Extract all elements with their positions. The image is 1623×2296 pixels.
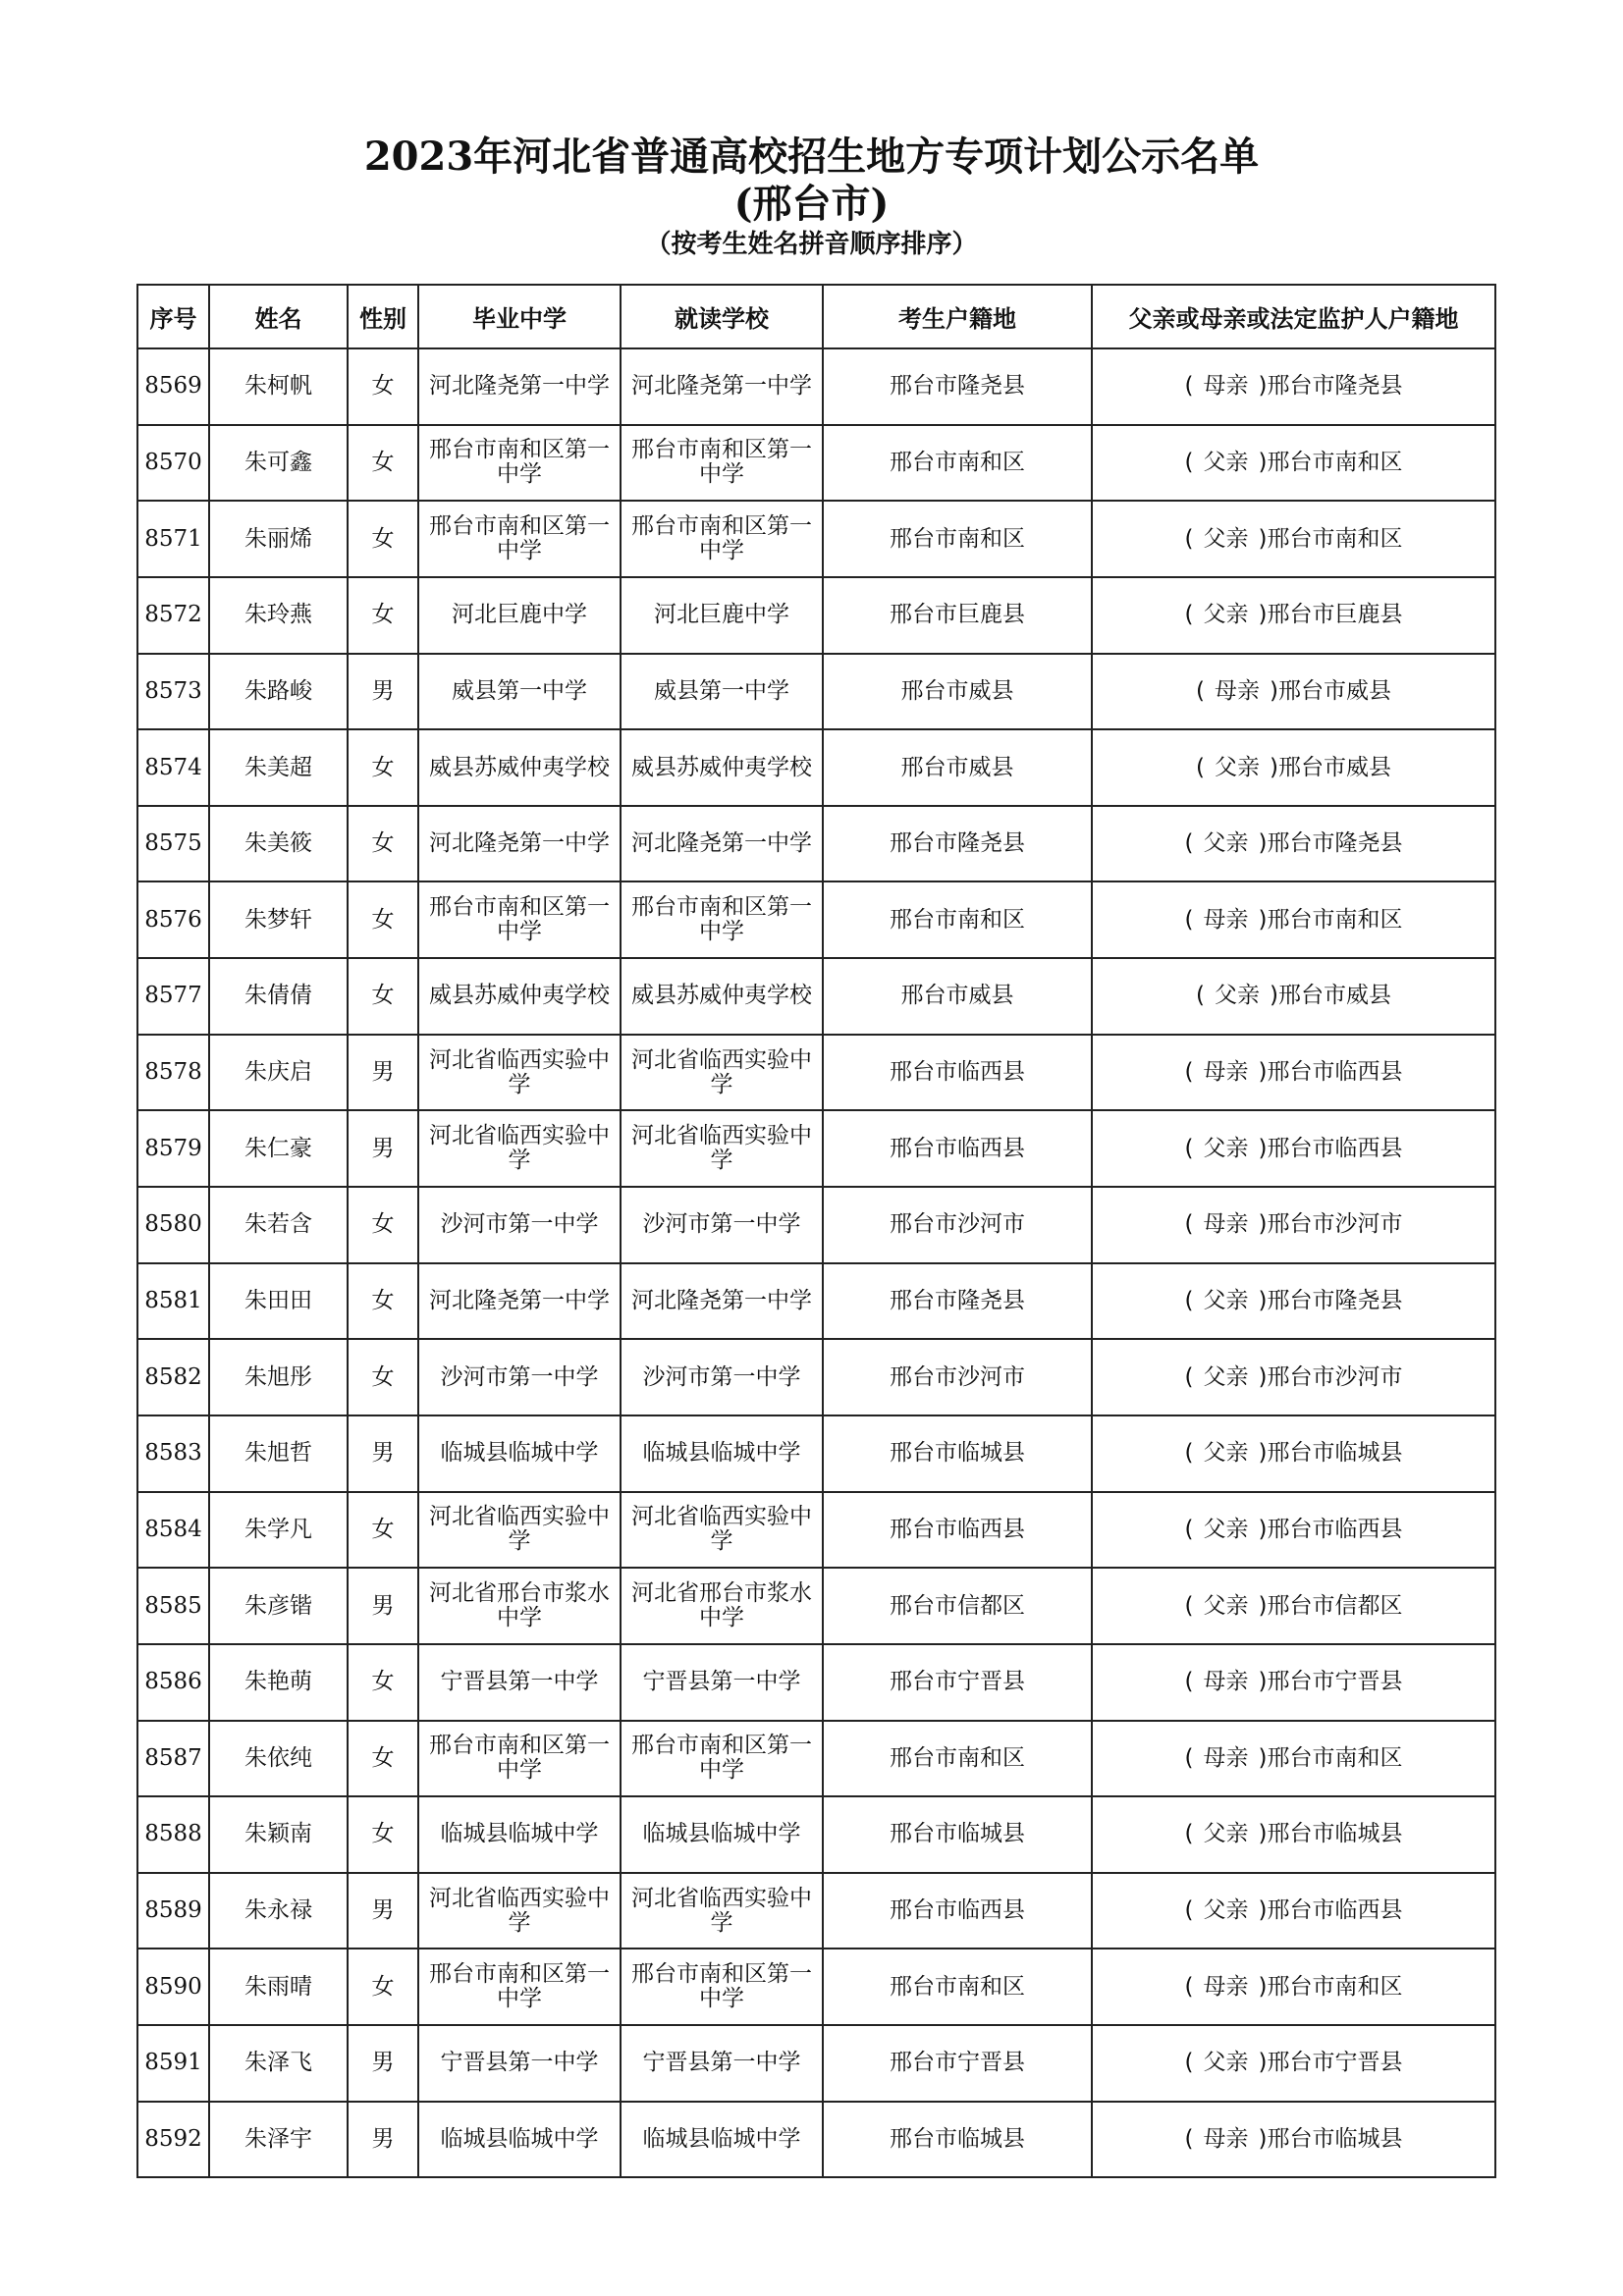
cell-name: 朱美超 xyxy=(209,729,348,806)
cell-name: 朱彦锴 xyxy=(209,1568,348,1644)
cell-no: 8579 xyxy=(137,1110,209,1187)
cell-hukou: 邢台市临城县 xyxy=(823,1796,1092,1873)
cell-name: 朱永禄 xyxy=(209,1873,348,1949)
guardian-place: 邢台市南和区 xyxy=(1267,1744,1403,1771)
cell-study-school: 河北省临西实验中学 xyxy=(621,1492,823,1569)
guardian-relation: 母亲 xyxy=(1203,1744,1249,1771)
cell-name: 朱依纯 xyxy=(209,1721,348,1797)
cell-guardian-hukou: ( 父亲 )邢台市威县 xyxy=(1092,729,1495,806)
cell-name: 朱路峻 xyxy=(209,654,348,730)
cell-study-school: 威县苏威仲夷学校 xyxy=(621,958,823,1035)
guardian-relation: 父亲 xyxy=(1203,2050,1249,2076)
cell-study-school: 临城县临城中学 xyxy=(621,1415,823,1492)
cell-no: 8591 xyxy=(137,2025,209,2102)
cell-no: 8583 xyxy=(137,1415,209,1492)
guardian-place: 邢台市威县 xyxy=(1277,983,1391,1009)
guardian-relation: 父亲 xyxy=(1203,1288,1249,1313)
guardian-place: 邢台市临西县 xyxy=(1267,1516,1403,1542)
guardian-place: 邢台市临西县 xyxy=(1267,1897,1403,1924)
guardian-relation: 父亲 xyxy=(1203,1363,1249,1390)
cell-study-school: 河北省临西实验中学 xyxy=(621,1110,823,1187)
cell-guardian-hukou: ( 父亲 )邢台市巨鹿县 xyxy=(1092,577,1495,654)
cell-hukou: 邢台市隆尧县 xyxy=(823,1263,1092,1340)
guardian-place: 邢台市临城县 xyxy=(1267,1440,1403,1467)
cell-name: 朱旭哲 xyxy=(209,1415,348,1492)
cell-grad-school: 临城县临城中学 xyxy=(418,2102,621,2178)
cell-no: 8577 xyxy=(137,958,209,1035)
cell-hukou: 邢台市信都区 xyxy=(823,1568,1092,1644)
cell-no: 8590 xyxy=(137,1949,209,2025)
cell-no: 8582 xyxy=(137,1339,209,1415)
guardian-place: 邢台市宁晋县 xyxy=(1267,2050,1403,2076)
cell-gender: 女 xyxy=(348,1796,418,1873)
cell-no: 8588 xyxy=(137,1796,209,1873)
document-subtitle: (邢台市) xyxy=(733,181,890,227)
column-header-guardian-hukou: 父亲或母亲或法定监护人户籍地 xyxy=(1092,285,1495,348)
cell-hukou: 邢台市威县 xyxy=(823,958,1092,1035)
table-row xyxy=(137,881,1495,958)
cell-gender: 女 xyxy=(348,1339,418,1415)
cell-guardian-hukou: ( 父亲 )邢台市南和区 xyxy=(1092,425,1495,502)
cell-grad-school: 河北巨鹿中学 xyxy=(418,577,621,654)
table-row xyxy=(137,2102,1495,2178)
guardian-place: 邢台市沙河市 xyxy=(1267,1211,1403,1238)
guardian-relation: 父亲 xyxy=(1203,1821,1249,1847)
cell-study-school: 威县第一中学 xyxy=(621,654,823,730)
cell-guardian-hukou: ( 父亲 )邢台市宁晋县 xyxy=(1092,2025,1495,2102)
cell-gender: 女 xyxy=(348,729,418,806)
cell-gender: 女 xyxy=(348,1187,418,1263)
cell-name: 朱柯帆 xyxy=(209,348,348,425)
cell-study-school: 邢台市南和区第一中学 xyxy=(621,1949,823,2025)
cell-study-school: 宁晋县第一中学 xyxy=(621,1644,823,1721)
cell-gender: 男 xyxy=(348,1035,418,1111)
cell-gender: 女 xyxy=(348,1263,418,1340)
cell-guardian-hukou: ( 母亲 )邢台市隆尧县 xyxy=(1092,348,1495,425)
admission-list-table xyxy=(136,284,1496,2178)
cell-hukou: 邢台市临城县 xyxy=(823,1415,1092,1492)
table-row xyxy=(137,1415,1495,1492)
table-row xyxy=(137,654,1495,730)
cell-gender: 女 xyxy=(348,577,418,654)
cell-gender: 女 xyxy=(348,501,418,577)
cell-guardian-hukou: ( 父亲 )邢台市威县 xyxy=(1092,958,1495,1035)
cell-grad-school: 宁晋县第一中学 xyxy=(418,1644,621,1721)
guardian-place: 邢台市临城县 xyxy=(1267,2126,1403,2153)
cell-study-school: 宁晋县第一中学 xyxy=(621,2025,823,2102)
cell-name: 朱泽飞 xyxy=(209,2025,348,2102)
guardian-relation: 母亲 xyxy=(1203,1973,1249,2000)
guardian-place: 邢台市临西县 xyxy=(1267,1059,1403,1086)
cell-hukou: 邢台市临城县 xyxy=(823,2102,1092,2178)
cell-hukou: 邢台市临西县 xyxy=(823,1492,1092,1569)
column-header-hukou: 考生户籍地 xyxy=(823,285,1092,348)
guardian-relation: 父亲 xyxy=(1203,1516,1249,1542)
guardian-relation: 父亲 xyxy=(1203,449,1249,475)
cell-study-school: 临城县临城中学 xyxy=(621,1796,823,1873)
cell-name: 朱玲燕 xyxy=(209,577,348,654)
guardian-place: 邢台市南和区 xyxy=(1267,525,1403,552)
guardian-relation: 父亲 xyxy=(1203,1440,1249,1467)
cell-guardian-hukou: ( 母亲 )邢台市南和区 xyxy=(1092,1721,1495,1797)
table-row xyxy=(137,1263,1495,1340)
cell-hukou: 邢台市南和区 xyxy=(823,1721,1092,1797)
cell-no: 8580 xyxy=(137,1187,209,1263)
cell-study-school: 河北巨鹿中学 xyxy=(621,577,823,654)
guardian-relation: 母亲 xyxy=(1203,2126,1249,2153)
cell-study-school: 河北隆尧第一中学 xyxy=(621,806,823,882)
guardian-place: 邢台市临城县 xyxy=(1267,1821,1403,1847)
cell-no: 8581 xyxy=(137,1263,209,1340)
cell-grad-school: 沙河市第一中学 xyxy=(418,1187,621,1263)
guardian-place: 邢台市南和区 xyxy=(1267,1973,1403,2000)
cell-guardian-hukou: ( 母亲 )邢台市临西县 xyxy=(1092,1035,1495,1111)
table-row xyxy=(137,958,1495,1035)
cell-hukou: 邢台市宁晋县 xyxy=(823,2025,1092,2102)
cell-no: 8573 xyxy=(137,654,209,730)
cell-hukou: 邢台市临西县 xyxy=(823,1110,1092,1187)
cell-hukou: 邢台市临西县 xyxy=(823,1035,1092,1111)
cell-grad-school: 临城县临城中学 xyxy=(418,1415,621,1492)
guardian-place: 邢台市巨鹿县 xyxy=(1267,602,1403,628)
cell-no: 8586 xyxy=(137,1644,209,1721)
cell-hukou: 邢台市宁晋县 xyxy=(823,1644,1092,1721)
cell-name: 朱倩倩 xyxy=(209,958,348,1035)
cell-no: 8589 xyxy=(137,1873,209,1949)
table-row xyxy=(137,1873,1495,1949)
cell-grad-school: 邢台市南和区第一中学 xyxy=(418,1721,621,1797)
column-header-no: 序号 xyxy=(137,285,209,348)
cell-guardian-hukou: ( 父亲 )邢台市临西县 xyxy=(1092,1873,1495,1949)
cell-name: 朱庆启 xyxy=(209,1035,348,1111)
cell-no: 8571 xyxy=(137,501,209,577)
cell-no: 8569 xyxy=(137,348,209,425)
cell-grad-school: 邢台市南和区第一中学 xyxy=(418,501,621,577)
guardian-relation: 母亲 xyxy=(1203,1211,1249,1238)
guardian-place: 邢台市威县 xyxy=(1277,754,1391,780)
cell-hukou: 邢台市隆尧县 xyxy=(823,806,1092,882)
cell-no: 8574 xyxy=(137,729,209,806)
cell-guardian-hukou: ( 母亲 )邢台市宁晋县 xyxy=(1092,1644,1495,1721)
cell-study-school: 河北省临西实验中学 xyxy=(621,1873,823,1949)
cell-grad-school: 邢台市南和区第一中学 xyxy=(418,1949,621,2025)
cell-study-school: 邢台市南和区第一中学 xyxy=(621,1721,823,1797)
cell-guardian-hukou: ( 父亲 )邢台市隆尧县 xyxy=(1092,806,1495,882)
cell-grad-school: 沙河市第一中学 xyxy=(418,1339,621,1415)
cell-hukou: 邢台市巨鹿县 xyxy=(823,577,1092,654)
cell-grad-school: 宁晋县第一中学 xyxy=(418,2025,621,2102)
cell-name: 朱泽宇 xyxy=(209,2102,348,2178)
cell-name: 朱旭彤 xyxy=(209,1339,348,1415)
cell-gender: 男 xyxy=(348,1873,418,1949)
cell-gender: 男 xyxy=(348,1568,418,1644)
cell-name: 朱田田 xyxy=(209,1263,348,1340)
cell-no: 8570 xyxy=(137,425,209,502)
cell-gender: 女 xyxy=(348,348,418,425)
cell-name: 朱颖南 xyxy=(209,1796,348,1873)
cell-grad-school: 威县苏威仲夷学校 xyxy=(418,729,621,806)
guardian-place: 邢台市隆尧县 xyxy=(1267,373,1403,400)
cell-hukou: 邢台市临西县 xyxy=(823,1873,1092,1949)
cell-hukou: 邢台市隆尧县 xyxy=(823,348,1092,425)
column-header-name: 姓名 xyxy=(209,285,348,348)
cell-guardian-hukou: ( 父亲 )邢台市沙河市 xyxy=(1092,1339,1495,1415)
cell-guardian-hukou: ( 父亲 )邢台市隆尧县 xyxy=(1092,1263,1495,1340)
guardian-place: 邢台市沙河市 xyxy=(1267,1363,1403,1390)
cell-no: 8585 xyxy=(137,1568,209,1644)
cell-no: 8575 xyxy=(137,806,209,882)
cell-name: 朱仁豪 xyxy=(209,1110,348,1187)
table-row xyxy=(137,1492,1495,1569)
cell-guardian-hukou: ( 母亲 )邢台市沙河市 xyxy=(1092,1187,1495,1263)
cell-name: 朱丽烯 xyxy=(209,501,348,577)
cell-study-school: 邢台市南和区第一中学 xyxy=(621,501,823,577)
guardian-place: 邢台市信都区 xyxy=(1267,1592,1403,1619)
column-header-study-school: 就读学校 xyxy=(621,285,823,348)
cell-study-school: 邢台市南和区第一中学 xyxy=(621,881,823,958)
cell-no: 8572 xyxy=(137,577,209,654)
table-row xyxy=(137,425,1495,502)
cell-hukou: 邢台市南和区 xyxy=(823,425,1092,502)
cell-guardian-hukou: ( 母亲 )邢台市南和区 xyxy=(1092,1949,1495,2025)
cell-grad-school: 威县苏威仲夷学校 xyxy=(418,958,621,1035)
cell-grad-school: 邢台市南和区第一中学 xyxy=(418,425,621,502)
cell-grad-school: 河北隆尧第一中学 xyxy=(418,806,621,882)
guardian-relation: 母亲 xyxy=(1203,1059,1249,1086)
cell-gender: 女 xyxy=(348,425,418,502)
cell-grad-school: 河北省临西实验中学 xyxy=(418,1110,621,1187)
cell-hukou: 邢台市沙河市 xyxy=(823,1187,1092,1263)
table-row xyxy=(137,2025,1495,2102)
cell-study-school: 临城县临城中学 xyxy=(621,2102,823,2178)
cell-no: 8584 xyxy=(137,1492,209,1569)
cell-study-school: 威县苏威仲夷学校 xyxy=(621,729,823,806)
guardian-relation: 父亲 xyxy=(1203,525,1249,552)
table-row xyxy=(137,1949,1495,2025)
guardian-place: 邢台市临西县 xyxy=(1267,1135,1403,1161)
cell-guardian-hukou: ( 父亲 )邢台市临西县 xyxy=(1092,1110,1495,1187)
guardian-relation: 父亲 xyxy=(1203,1135,1249,1161)
cell-gender: 女 xyxy=(348,1949,418,2025)
cell-hukou: 邢台市沙河市 xyxy=(823,1339,1092,1415)
cell-grad-school: 河北省临西实验中学 xyxy=(418,1492,621,1569)
cell-name: 朱雨晴 xyxy=(209,1949,348,2025)
table-row xyxy=(137,1721,1495,1797)
guardian-place: 邢台市宁晋县 xyxy=(1267,1669,1403,1695)
cell-no: 8578 xyxy=(137,1035,209,1111)
cell-grad-school: 临城县临城中学 xyxy=(418,1796,621,1873)
guardian-relation: 父亲 xyxy=(1203,830,1249,857)
cell-grad-school: 河北省邢台市浆水中学 xyxy=(418,1568,621,1644)
cell-grad-school: 河北隆尧第一中学 xyxy=(418,1263,621,1340)
cell-gender: 女 xyxy=(348,1492,418,1569)
cell-gender: 男 xyxy=(348,1110,418,1187)
guardian-relation: 父亲 xyxy=(1215,754,1260,780)
table-row xyxy=(137,1187,1495,1263)
guardian-relation: 母亲 xyxy=(1203,1669,1249,1695)
table-row xyxy=(137,806,1495,882)
guardian-relation: 父亲 xyxy=(1203,1897,1249,1924)
guardian-relation: 母亲 xyxy=(1203,906,1249,933)
cell-gender: 女 xyxy=(348,1721,418,1797)
cell-gender: 女 xyxy=(348,881,418,958)
cell-no: 8592 xyxy=(137,2102,209,2178)
guardian-place: 邢台市隆尧县 xyxy=(1267,1288,1403,1313)
table-row xyxy=(137,501,1495,577)
cell-no: 8576 xyxy=(137,881,209,958)
cell-gender: 男 xyxy=(348,1415,418,1492)
cell-name: 朱梦轩 xyxy=(209,881,348,958)
cell-guardian-hukou: ( 母亲 )邢台市临城县 xyxy=(1092,2102,1495,2178)
document-title: 2023年河北省普通高校招生地方专项计划公示名单 xyxy=(363,133,1260,180)
cell-name: 朱若含 xyxy=(209,1187,348,1263)
cell-study-school: 沙河市第一中学 xyxy=(621,1187,823,1263)
table-header-row xyxy=(137,285,1495,348)
cell-guardian-hukou: ( 父亲 )邢台市信都区 xyxy=(1092,1568,1495,1644)
guardian-relation: 母亲 xyxy=(1215,677,1260,704)
cell-gender: 女 xyxy=(348,958,418,1035)
cell-hukou: 邢台市南和区 xyxy=(823,1949,1092,2025)
cell-grad-school: 河北省临西实验中学 xyxy=(418,1035,621,1111)
cell-name: 朱可鑫 xyxy=(209,425,348,502)
guardian-relation: 父亲 xyxy=(1203,602,1249,628)
cell-study-school: 沙河市第一中学 xyxy=(621,1339,823,1415)
guardian-place: 邢台市南和区 xyxy=(1267,906,1403,933)
column-header-gender: 性别 xyxy=(348,285,418,348)
table-row xyxy=(137,1035,1495,1111)
cell-guardian-hukou: ( 父亲 )邢台市临西县 xyxy=(1092,1492,1495,1569)
cell-grad-school: 河北省临西实验中学 xyxy=(418,1873,621,1949)
table-row xyxy=(137,729,1495,806)
cell-guardian-hukou: ( 父亲 )邢台市南和区 xyxy=(1092,501,1495,577)
cell-grad-school: 威县第一中学 xyxy=(418,654,621,730)
cell-study-school: 河北省临西实验中学 xyxy=(621,1035,823,1111)
cell-name: 朱学凡 xyxy=(209,1492,348,1569)
cell-grad-school: 河北隆尧第一中学 xyxy=(418,348,621,425)
guardian-relation: 母亲 xyxy=(1203,373,1249,400)
cell-study-school: 河北隆尧第一中学 xyxy=(621,348,823,425)
cell-no: 8587 xyxy=(137,1721,209,1797)
table-row xyxy=(137,348,1495,425)
sort-note: （按考生姓名拼音顺序排序） xyxy=(645,230,978,259)
cell-gender: 女 xyxy=(348,1644,418,1721)
cell-name: 朱艳萌 xyxy=(209,1644,348,1721)
table-row xyxy=(137,1568,1495,1644)
cell-guardian-hukou: ( 母亲 )邢台市威县 xyxy=(1092,654,1495,730)
cell-grad-school: 邢台市南和区第一中学 xyxy=(418,881,621,958)
cell-study-school: 河北隆尧第一中学 xyxy=(621,1263,823,1340)
cell-guardian-hukou: ( 父亲 )邢台市临城县 xyxy=(1092,1415,1495,1492)
table-body xyxy=(137,348,1495,2177)
cell-hukou: 邢台市威县 xyxy=(823,654,1092,730)
cell-hukou: 邢台市威县 xyxy=(823,729,1092,806)
cell-gender: 女 xyxy=(348,806,418,882)
cell-gender: 男 xyxy=(348,2025,418,2102)
table-row xyxy=(137,1796,1495,1873)
cell-study-school: 邢台市南和区第一中学 xyxy=(621,425,823,502)
cell-guardian-hukou: ( 母亲 )邢台市南和区 xyxy=(1092,881,1495,958)
cell-guardian-hukou: ( 父亲 )邢台市临城县 xyxy=(1092,1796,1495,1873)
guardian-place: 邢台市威县 xyxy=(1277,677,1391,704)
table-row xyxy=(137,1339,1495,1415)
table-row xyxy=(137,1110,1495,1187)
guardian-relation: 父亲 xyxy=(1203,1592,1249,1619)
cell-gender: 男 xyxy=(348,2102,418,2178)
column-header-grad-school: 毕业中学 xyxy=(418,285,621,348)
guardian-place: 邢台市南和区 xyxy=(1267,449,1403,475)
cell-study-school: 河北省邢台市浆水中学 xyxy=(621,1568,823,1644)
guardian-relation: 父亲 xyxy=(1215,983,1260,1009)
guardian-place: 邢台市隆尧县 xyxy=(1267,830,1403,857)
cell-name: 朱美筱 xyxy=(209,806,348,882)
cell-hukou: 邢台市南和区 xyxy=(823,881,1092,958)
cell-hukou: 邢台市南和区 xyxy=(823,501,1092,577)
table-row xyxy=(137,577,1495,654)
table-row xyxy=(137,1644,1495,1721)
cell-gender: 男 xyxy=(348,654,418,730)
